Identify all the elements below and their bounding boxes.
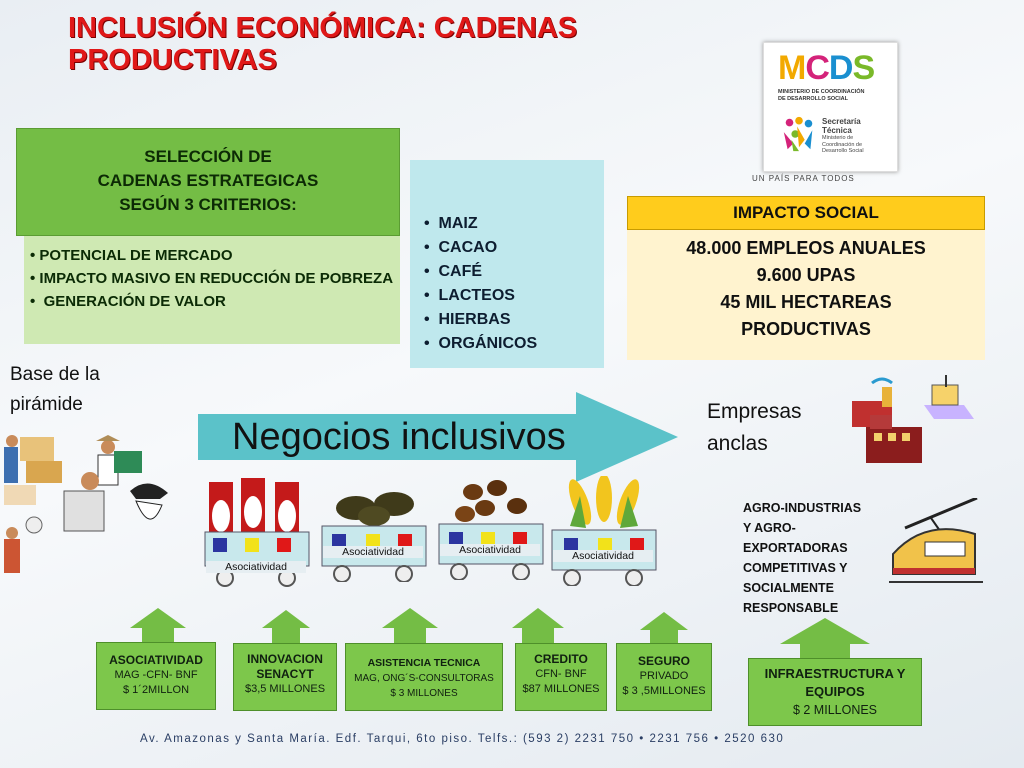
corn-icon bbox=[550, 476, 658, 586]
empresas-anclas-label: Empresas anclas bbox=[707, 400, 802, 455]
list-item: • ORGÁNICOS bbox=[424, 335, 538, 352]
up-arrow-icon bbox=[130, 608, 186, 644]
support-seguro: SEGURO PRIVADO $ 3 ,5MILLONES bbox=[616, 643, 712, 711]
criteria-list bbox=[24, 236, 400, 344]
up-arrow-icon bbox=[512, 608, 564, 644]
wagon-label: Asociatividad bbox=[206, 561, 306, 573]
agro-industries-text: AGRO-INDUSTRIAS Y AGRO- EXPORTADORAS COMPETITIVAS Y SOCIALMENTE RESPONSABLE bbox=[743, 501, 862, 615]
up-arrow-icon bbox=[382, 608, 438, 644]
list-item: • CACAO bbox=[424, 239, 498, 256]
support-asistencia: ASISTENCIA TECNICA MAG, ONG´S-CONSULTORAS $ 3 MILLONES bbox=[345, 643, 503, 711]
list-item: • GENERACIÓN DE VALOR bbox=[30, 293, 226, 310]
infra-arrow bbox=[780, 618, 870, 658]
impact-figures: 48.000 EMPLEOS ANUALES 9.600 UPAS 45 MIL HECTAREAS PRODUCTIVAS bbox=[627, 230, 985, 360]
wagon-corn bbox=[550, 476, 658, 586]
support-arrows bbox=[124, 608, 724, 644]
list-item: • POTENCIAL DE MERCADO bbox=[30, 247, 233, 264]
wagon-label: Asociatividad bbox=[323, 546, 423, 558]
wagon-cacao bbox=[320, 472, 428, 582]
mcds-wordmark: MCDS bbox=[778, 49, 875, 87]
train-icon bbox=[885, 498, 985, 590]
selection-heading: SELECCIÓN DE CADENAS ESTRATEGICAS SEGÚN 3 CRITERIOS: bbox=[16, 128, 400, 236]
impact-heading: IMPACTO SOCIAL bbox=[627, 196, 985, 230]
list-item: • CAFÉ bbox=[424, 263, 483, 280]
factory-icon bbox=[848, 375, 978, 467]
wagon-label: Asociatividad bbox=[440, 544, 540, 556]
secretaria-tecnica: Secretaría Técnica Ministerio de Coordinación de Desarrollo Social bbox=[822, 117, 864, 154]
wagon-chicken bbox=[203, 478, 311, 588]
list-item: • IMPACTO MASIVO EN REDUCCIÓN DE POBREZA bbox=[30, 270, 394, 287]
support-asociatividad: ASOCIATIVIDAD MAG -CFN- BNF $ 1´2MILLON bbox=[96, 642, 216, 710]
logo-tagline: UN PAÍS PARA TODOS bbox=[752, 174, 855, 183]
coffee-icon bbox=[437, 470, 545, 580]
mcds-logo bbox=[763, 42, 898, 172]
up-arrow-icon bbox=[262, 610, 310, 644]
base-piramide-label: Base de la pirámide bbox=[10, 364, 100, 415]
ministry-name: MINISTERIO DE COORDINACIÓN DE DESARROLLO SOCIAL bbox=[778, 89, 865, 102]
list-item: • MAIZ bbox=[424, 215, 478, 232]
list-item: • HIERBAS bbox=[424, 311, 511, 328]
arrow-label: Negocios inclusivos bbox=[232, 416, 566, 458]
crops-list bbox=[410, 160, 604, 368]
page-title: INCLUSIÓN ECONÓMICA: CADENAS PRODUCTIVAS bbox=[68, 12, 578, 76]
cacao-icon bbox=[320, 472, 428, 582]
footer-address: Av. Amazonas y Santa María. Edf. Tarqui, 6to piso. Telfs.: (593 2) 2231 750 • 2231 756 • 2520 630 bbox=[140, 733, 785, 745]
support-innovacion: INNOVACION SENACYT $3,5 MILLONES bbox=[233, 643, 337, 711]
support-credito: CREDITO CFN- BNF $87 MILLONES bbox=[515, 643, 607, 711]
up-arrow-icon bbox=[780, 618, 870, 658]
wagon-coffee bbox=[437, 470, 545, 580]
list-item: • LACTEOS bbox=[424, 287, 515, 304]
farmers-illustration bbox=[0, 425, 175, 585]
up-arrow-icon bbox=[640, 612, 688, 644]
people-icon bbox=[780, 115, 818, 153]
support-infraestructura: INFRAESTRUCTURA Y EQUIPOS $ 2 MILLONES bbox=[748, 658, 922, 726]
wagon-label: Asociatividad bbox=[553, 550, 653, 562]
